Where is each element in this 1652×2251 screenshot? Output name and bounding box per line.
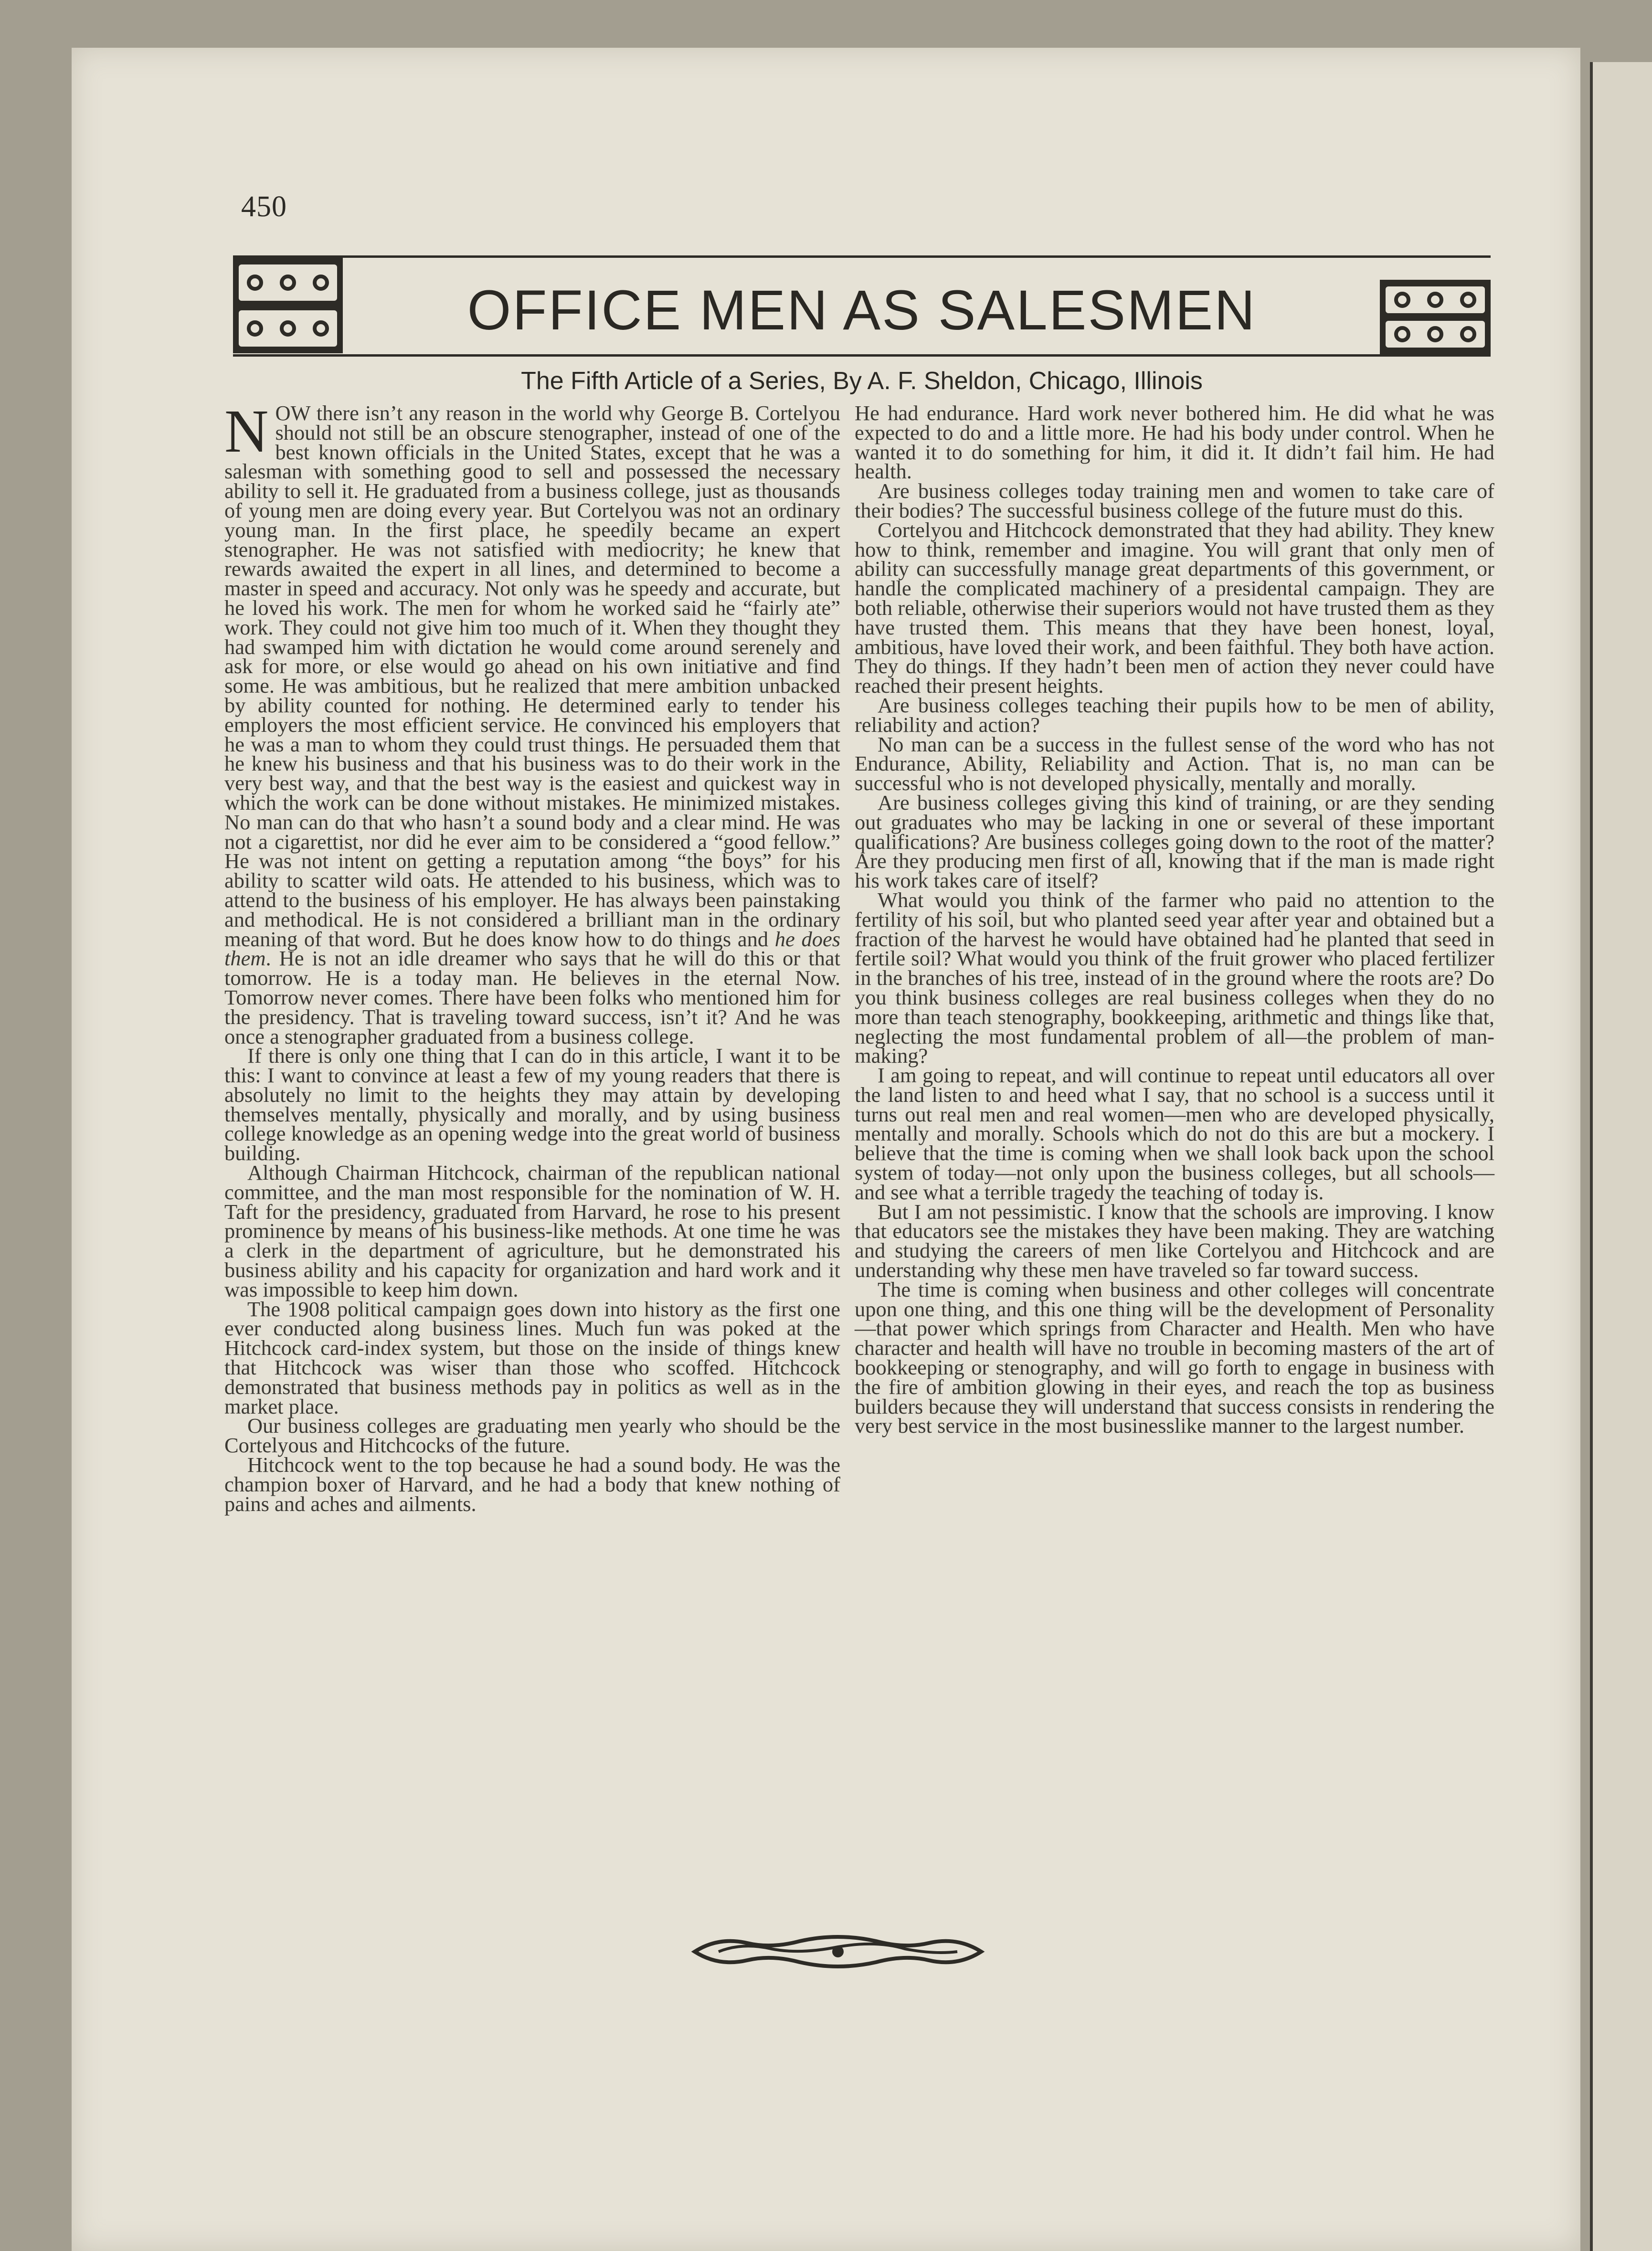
article-title: OFFICE MEN AS SALESMEN — [467, 279, 1257, 342]
paragraph: The time is coming when business and other colleges will concentrate upon one thing, and this one thing will be the development of Personality—that power which springs from Character and Health. Men who have character and health will have no trouble in becoming masters of the art of bookkeeping or stenography, and will go forth to engage in business with the fire of ambition glowing in their eyes, and reach the top as business builders because they will understand that success consists in rendering the very best service in the most businesslike manner to the largest number. — [855, 1277, 1494, 1438]
article-byline: The Fifth Article of a Series, By A. F. Sheldon, Chicago, Illinois — [521, 367, 1203, 395]
paragraph: What would you think of the farmer who paid no attention to the fertility of his soil, but who planted seed year after year and obtained but a fraction of the harvest he would have obtained had he planted that seed in fertile soil? What would you think of the fruit grower who placed fertilizer in the branches of his tree, instead of in the ground where the roots are? Do you think business colleges are real business colleges when they do no more than teach stenography, bookkeeping, arithmetic and things like that, neglecting the most fundamental problem of all—the problem of man-making? — [855, 888, 1494, 1068]
paragraph: But I am not pessimistic. I know that the schools are improving. I know that educators see the mistakes they have been making. They are watching and studying the careers of men like Cortelyou and Hitchcock and are understanding why these men have traveled so far toward success. — [855, 1199, 1494, 1282]
paragraph: Are business colleges teaching their pupils how to be men of ability, reliability and action? — [855, 693, 1494, 737]
paragraph: No man can be a success in the fullest sense of the word who has not Endurance, Ability, Reliability and Action. That is, no man can be successful who is not developed physically, mentally and morally. — [855, 732, 1494, 795]
header-rule-bottom — [233, 354, 1491, 357]
paragraph-text: OW there isn’t any reason in the world why George B. Cortelyou should not still be an obscure stenographer, instead of one of the best known officials in the United States, except that he was a salesman with something good to sell and possessed the necessary ability to sell it. He graduated from a business college, just as thousands of young men are doing every year. But Cortelyou was not an ordinary young man. In the first place, he speedily became an expert stenographer. He was not satisfied with mediocrity; he knew that rewards awaited the expert in all lines, and determined to become a master in speed and accuracy. Not only was he speedy and accurate, but he loved his work. The men for whom he worked said he “fairly ate” work. They could not give him too much of it. When they thought they had swamped him with dictation he would come around serenely and ask for more, or else would go ahead on his own initiative and find some. He was ambitious, but he realized that mere ambition unbacked by ability counted for nothing. He determined early to tender his employers the most efficient service. He convinced his employers that he was a man to whom they could trust things. He persuaded them that he knew his business and that his business was to do their work in the very best way, and that the best way is the easiest and quickest way in which the work can be done without mistakes. He minimized mistakes. No man can do that who hasn’t a sound body and a clear mind. He was not a cigarettist, nor did he ever aim to be considered a “good fellow.” He was not intent on getting a reputation among “the boys” for his ability to scatter wild oats. He attended to his business, which was to attend to the business of his employer. He has always been painstaking and methodical. He is not considered a brilliant man in the ordinary meaning of that word. But he does know how to do things and — [224, 401, 840, 951]
paragraph-text: . He is not an idle dreamer who says that he will do this or that tomorrow. He is a today man. He believes in the eternal Now. Tomorrow never comes. There have been folks who mentioned him for the presidency. That is traveling toward success, isn’t it? And he was once a stenographer graduated from a business college. — [224, 946, 840, 1048]
paragraph: Although Chairman Hitchcock, chairman of the republican national committee, and the man most responsible for the nomination of W. H. Taft for the presidency, graduated from Harvard, he rose to his present prominence by means of his business-like methods. At one time he was a clerk in the department of agriculture, but he demonstrated his business ability and his capacity for organization and hard work and it was impossible to keep him down. — [224, 1161, 840, 1301]
header-rule-top — [233, 255, 1491, 258]
paragraph: If there is only one thing that I can do in this article, I want it to be this: I want to convince at least a few of my young readers that there is absolutely no limit to the heights they may attain by developing themselves mentally, physically and morally, and by using business college knowledge as an opening wedge into the great world of business building. — [224, 1044, 840, 1165]
paragraph: He had endurance. Hard work never bothered him. He did what he was expected to do and a little more. He had his body under control. When he wanted it to do something for him, it did it. It didn’t fail him. He had health. — [855, 401, 1494, 484]
paragraph: Are business colleges giving this kind of training, or are they sending out graduates who may be lacking in one or several of these important qualifications? Are business colleges going down to the root of the matter? Are they producing men first of all, knowing that if the man is made right his work takes care of itself? — [855, 790, 1494, 893]
ornament-left-icon — [233, 258, 343, 353]
page-number: 450 — [241, 190, 287, 223]
paragraph: Hitchcock went to the top because he had a sound body. He was the champion boxer of Harvard, and he had a body that knew nothing of pains and aches and ailments. — [224, 1453, 840, 1516]
italic-phrase: he does them — [224, 927, 841, 971]
paragraph: The 1908 political campaign goes down into history as the first one ever conducted along business lines. Much fun was poked at the Hitchcock card-index system, but those on the inside of things knew that Hitchcock was wiser than those who scoffed. Hitchcock demonstrated that business methods pay in politics as well as in the market place. — [224, 1297, 840, 1418]
ornament-right-icon — [1380, 280, 1491, 354]
right-column — [855, 403, 1494, 1436]
drop-cap: N — [224, 397, 269, 465]
paragraph: I am going to repeat, and will continue to repeat until educators all over the land listen to and heed what I say, that no school is a success until it turns out real men and real women—men who are developed physically, mentally and morally. Schools which do not do this are but a mockery. I believe that the time is coming when we shall look back upon the school system of today—not only upon the business colleges, but all schools—and see what a terrible tragedy the teaching of today is. — [855, 1063, 1494, 1204]
tailpiece-ornament-icon — [690, 1933, 986, 1971]
adjacent-page-edge — [1590, 62, 1652, 2251]
left-column — [224, 397, 841, 1516]
paragraph: Our business colleges are graduating men yearly who should be the Cortelyous and Hitchcocks of the future. — [224, 1414, 840, 1458]
paragraph: Cortelyou and Hitchcock demonstrated that they had ability. They knew how to think, remember and imagine. You will grant that only men of ability can successfully manage great departments of this government, or handle the complicated machinery of a presidental campaign. They are both reliable, otherwise their superiors would not have trusted them as they have trusted them. This means that they have been honest, loyal, ambitious, have loved their work, and been faithful. They both have action. They do things. If they hadn’t been men of action they never could have reached their present heights. — [855, 518, 1494, 698]
paragraph — [224, 397, 841, 1048]
paragraph: Are business colleges today training men and women to take care of their bodies? The successful business college of the future must do this. — [855, 479, 1494, 522]
